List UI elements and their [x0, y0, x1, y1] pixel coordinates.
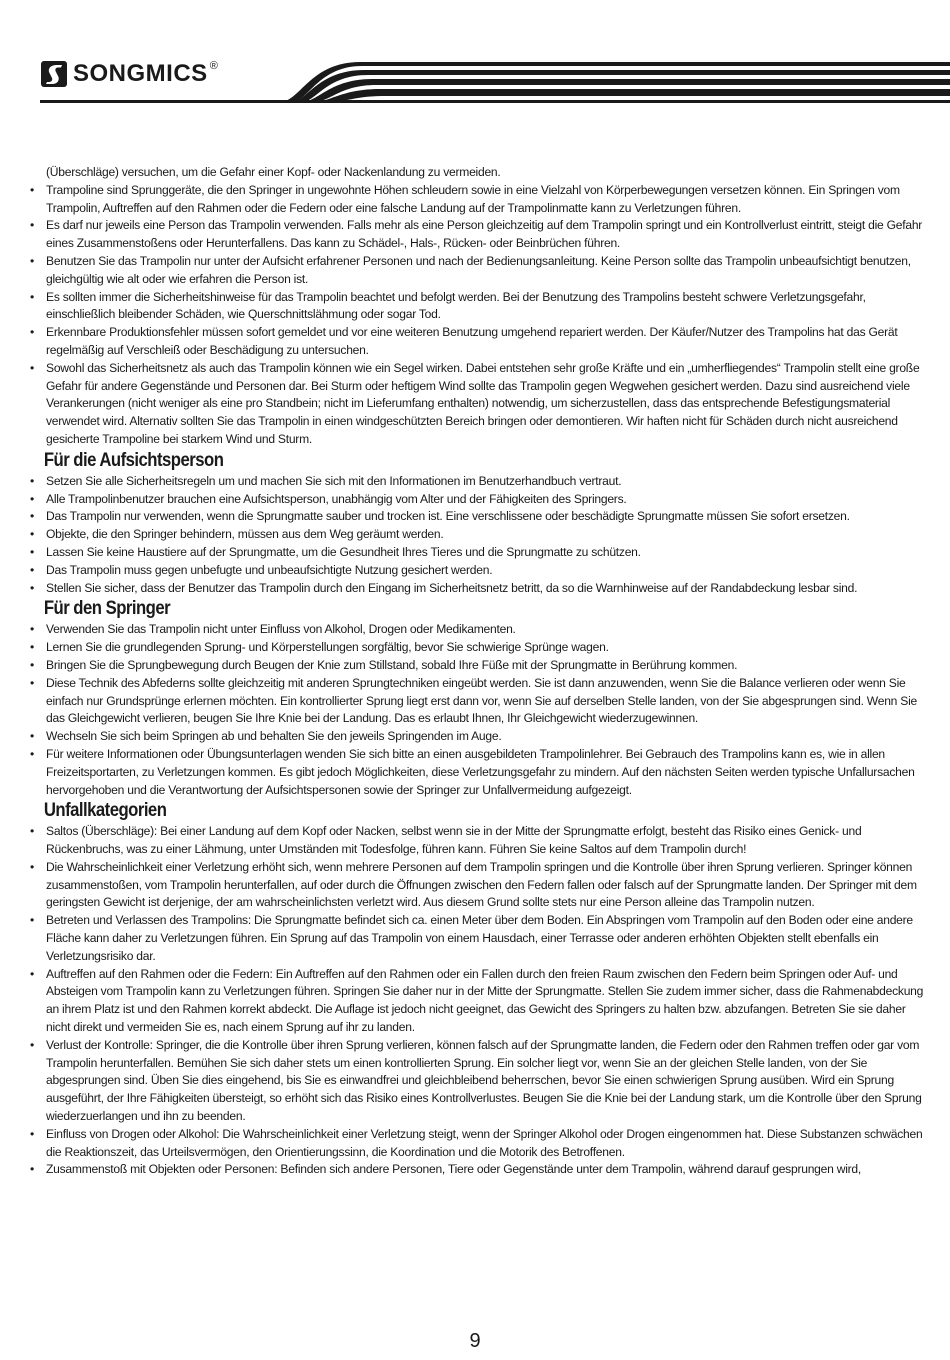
- list-item: • Trampoline sind Sprunggeräte, die den Springer in ungewohnte Höhen schleudern sowie in eine Vielzahl von Körperbewegungen versetzen können. Ein Springen vom Trampolin, Auftreffen auf den Rahmen oder die Federn oder eine falsche Landung auf der Trampolinmatte kann zu Verletzungen führen.: [28, 182, 928, 218]
- list-item: • Betreten und Verlassen des Trampolins: Die Sprungmatte befindet sich ca. einen Meter über dem Boden. Ein Abspringen vom Trampolin auf den Boden oder eine andere Fläche kann daher zu Verletzungen führen. Ein Sprung auf das Trampolin von einem Hausdach, einer Terrasse oder anderen erhöhten Objekten stellt ebenfalls ein Verletzungsrisiko dar.: [28, 912, 928, 965]
- list-item: • Zusammenstoß mit Objekten oder Personen: Befinden sich andere Personen, Tiere oder Gegenstände unter dem Trampolin, während darauf gesprungen wird,: [28, 1161, 928, 1179]
- list-item: • Saltos (Überschläge): Bei einer Landung auf dem Kopf oder Nacken, selbst wenn sie in der Mitte der Sprungmatte erfolgt, besteht das Risiko eines Genick- und Rückenbruchs, was zu einer Lähmung, unter Umständen mit Todesfolge, führen kann. Führen Sie keine Saltos auf dem Trampolin durch!: [28, 823, 928, 859]
- jumper-list: [28, 621, 928, 799]
- list-item: • Einfluss von Drogen oder Alkohol: Die Wahrscheinlichkeit einer Verletzung steigt, wenn der Springer Alkohol oder Drogen eingenommen hat. Diese Substanzen schwächen die Reaktionszeit, das Urteilsvermögen, den Orientierungssinn, die Koordination und die Motorik des Betroffenen.: [28, 1126, 928, 1162]
- list-item: • Die Wahrscheinlichkeit einer Verletzung erhöht sich, wenn mehrere Personen auf dem Trampolin springen und die Kontrolle über ihren Sprung verlieren. Springer können zusammenstoßen, vom Trampolin herunterfallen, auf oder durch die Öffnungen zwischen den Federn fallen oder falsch auf der Sprungmatte landen. Der Springer mit dem geringsten Gewicht ist derjenige, der am wahrscheinlichsten verletzt wird. Aus diesem Grund sollte stets nur eine Person alleine das Trampolin nutzen.: [28, 859, 928, 912]
- page-header: [0, 0, 950, 110]
- list-item: • Für weitere Informationen oder Übungsunterlagen wenden Sie sich bitte an einen ausgebildeten Trampolinlehrer. Bei Gebrauch des Trampolins kann es, wie in allen Freizeitsportarten, zu Verletzungen kommen. Es gibt jedoch Möglichkeiten, diese Verletzungsgefahr zu mindern. Auf den nächsten Seiten werden typische Unfallursachen hervorgehoben und die Verantwortung der Aufsichtspersonen sowie der Springer zur Unfallvermeidung aufgezeigt.: [28, 746, 928, 799]
- registered-mark: ®: [209, 60, 218, 72]
- list-item: • Sowohl das Sicherheitsnetz als auch das Trampolin können wie ein Segel wirken. Dabei entstehen sehr große Kräfte und ein „umherfliegendes“ Trampolin stellt eine große Gefahr für andere Gegenstände und Personen dar. Bei Sturm oder heftigem Wind sollte das Trampolin gegen Wegwehen gesichert werden. Dazu sind ausreichend viele Verankerungen (nicht weniger als eine pro Standbein; nicht im Lieferumfang enthalten) notwendig, um sicherzustellen, dass das entsprechende Befestigungsmaterial verwendet wird. Alternativ sollten Sie das Trampolin in einen windgeschützten Bereich bringen oder demontieren. Wir haften nicht für Schäden durch nicht ausreichend gesicherte Trampoline bei starkem Wind und Sturm.: [28, 360, 928, 449]
- continued-text: (Überschläge) versuchen, um die Gefahr einer Kopf- oder Nackenlandung zu vermeiden.: [46, 165, 501, 179]
- list-item: • Das Trampolin nur verwenden, wenn die Sprungmatte sauber und trocken ist. Eine verschlissene oder beschädigte Sprungmatte müssen Sie sofort ersetzen.: [28, 508, 928, 526]
- section-heading-accident-categories: Unfallkategorien: [43, 800, 167, 822]
- list-item: • Es sollten immer die Sicherheitshinweise für das Trampolin beachtet und befolgt werden. Bei der Benutzung des Trampolins besteht schwere Verletzungsgefahr, einschließlich bleibender Schäden, wie Querschnittslähmung oder sogar Tod.: [28, 289, 928, 325]
- section-heading-supervisor: Für die Aufsichtsperson: [43, 449, 224, 471]
- list-item: • Erkennbare Produktionsfehler müssen sofort gemeldet und vor eine weiteren Benutzung umgehend repariert werden. Der Käufer/Nutzer des Trampolins hat das Gerät regelmäßig auf Verschleiß oder Beschädigung zu untersuchen.: [28, 324, 928, 360]
- list-item: • Alle Trampolinbenutzer brauchen eine Aufsichtsperson, unabhängig vom Alter und der Fähigkeiten des Springers.: [28, 491, 928, 509]
- list-item: • Das Trampolin muss gegen unbefugte und unbeaufsichtigte Nutzung gesichert werden.: [28, 562, 928, 580]
- list-item: • Stellen Sie sicher, dass der Benutzer das Trampolin durch den Eingang im Sicherheitsnetz betritt, da so die Warnhinweise auf der Randabdeckung lesbar sind.: [28, 580, 928, 598]
- list-item: • Setzen Sie alle Sicherheitsregeln um und machen Sie sich mit den Informationen im Benutzerhandbuch vertraut.: [28, 473, 928, 491]
- list-item: • Lassen Sie keine Haustiere auf der Sprungmatte, um die Gesundheit Ihres Tieres und die Sprungmatte zu schützen.: [28, 544, 928, 562]
- list-item: • Wechseln Sie sich beim Springen ab und behalten Sie den jeweils Springenden im Auge.: [28, 728, 928, 746]
- brand-name: SONGMICS: [73, 60, 208, 87]
- intro-list: [28, 182, 928, 449]
- songmics-s-logo-icon: [40, 60, 68, 88]
- header-stripes: [0, 0, 950, 110]
- list-item: • Es darf nur jeweils eine Person das Trampolin verwenden. Falls mehr als eine Person gleichzeitig auf dem Trampolin springt und ein Kontrollverlust eintritt, steigt die Gefahr eines Zusammenstoßens oder Herunterfallens. Das kann zu Schädel-, Hals-, Rücken- oder Beinbrüchen führen.: [28, 217, 928, 253]
- accident-list: [28, 823, 928, 1179]
- page-content: [28, 164, 928, 1179]
- list-item: • Lernen Sie die grundlegenden Sprung- und Körperstellungen sorgfältig, bevor Sie schwierige Sprünge wagen.: [28, 639, 928, 657]
- list-item: • Diese Technik des Abfederns sollte gleichzeitig mit anderen Sprungtechniken eingeübt werden. Sie ist dann anzuwenden, wenn Sie die Balance verlieren oder wenn Sie einfach nur Grundsprünge erlernen möchten. Ein kontrollierter Sprung liegt erst dann vor, wenn Sie auf derselben Stelle landen, von der Sie abgesprungen sind. Wenn Sie das Gleichgewicht verlieren, beugen Sie Ihre Knie bei der Landung. Das es erlaubt Ihnen, Ihr Gleichgewicht wiederzugewinnen.: [28, 675, 928, 728]
- list-item: • Verlust der Kontrolle: Springer, die die Kontrolle über ihren Sprung verlieren, können falsch auf der Sprungmatte landen, die Federn oder den Rahmen treffen oder gar vom Trampolin herunterfallen. Bemühen Sie sich daher stets um einen kontrollierten Sprung. Ein solcher liegt vor, wenn Sie an der gleichen Stelle landen, von der Sie abgesprungen sind. Üben Sie dies eingehend, bis Sie es einwandfrei und gleichbleibend beherrschen, bevor Sie einen schwierigen Sprung ausüben. Wird ein Sprung ausgeführt, der Ihre Fähigkeiten übersteigt, so erhöht sich das Risiko eines Kontrollverlustes. Beugen Sie die Knie bei der Landung stark, um die Kontrolle über den Sprung wiederzuerlangen und ihn zu beenden.: [28, 1037, 928, 1126]
- list-item: • Bringen Sie die Sprungbewegung durch Beugen der Knie zum Stillstand, sobald Ihre Füße mit der Sprungmatte in Berührung kommen.: [28, 657, 928, 675]
- list-item: • Verwenden Sie das Trampolin nicht unter Einfluss von Alkohol, Drogen oder Medikamenten.: [28, 621, 928, 639]
- brand-logo: [40, 60, 218, 88]
- list-item: • Benutzen Sie das Trampolin nur unter der Aufsicht erfahrener Personen und nach der Bedienungsanleitung. Keine Person sollte das Trampolin unbeaufsichtigt benutzen, gleichgültig wie alt oder wie erfahren die Person ist.: [28, 253, 928, 289]
- list-item: • Objekte, die den Springer behindern, müssen aus dem Weg geräumt werden.: [28, 526, 928, 544]
- section-heading-jumper: Für den Springer: [43, 598, 171, 620]
- supervisor-list: [28, 473, 928, 598]
- page-number: 9: [469, 1330, 481, 1352]
- list-item: • Auftreffen auf den Rahmen oder die Federn: Ein Auftreffen auf den Rahmen oder ein Fallen durch den freien Raum zwischen den Federn beim Springen oder Auf- und Absteigen vom Trampolin kann zu Verletzungen führen. Springen Sie daher nur in der Mitte der Sprungmatte. Stellen Sie zudem immer sicher, dass die Rahmenabdeckung an ihrem Platz ist und den Rahmen korrekt abdeckt. Die Auflage ist jedoch nicht geeignet, das Gewicht des Springers zu halten bzw. abzufangen. Betreten Sie sie daher nicht direkt und vermeiden Sie es, nach einem Sprung auf ihr zu landen.: [28, 966, 928, 1037]
